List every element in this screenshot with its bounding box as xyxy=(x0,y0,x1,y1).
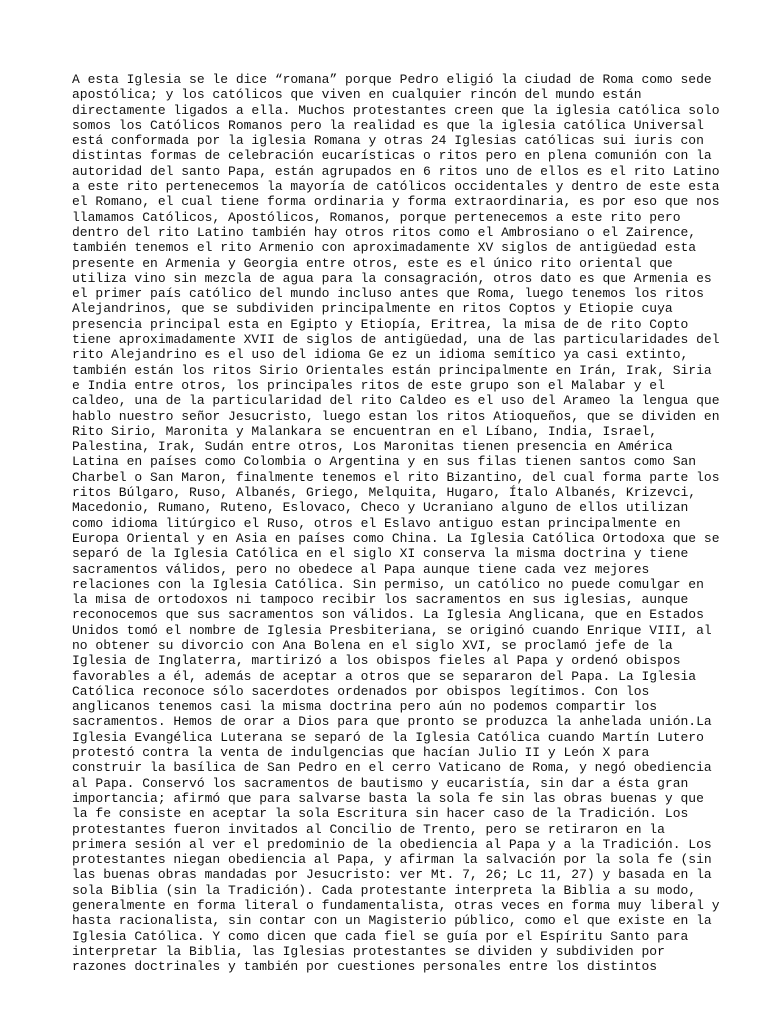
text-line: autoridad del santo Papa, están agrupados en 6 ritos uno de ellos es el rito Latino xyxy=(72,163,720,179)
text-line: Alejandrinos, que se subdividen principalmente en ritos Coptos y Etiopie cuya xyxy=(72,301,673,317)
text-line: utiliza vino sin mezcla de agua para la consagración, otros dato es que Armenia es xyxy=(72,270,712,286)
text-line: A esta Iglesia se le dice “romana” porque Pedro eligió la ciudad de Roma como sede xyxy=(72,72,712,87)
text-line: interpretar la Biblia, las Iglesias protestantes se dividen y subdividen por xyxy=(72,943,665,959)
text-line: separó de la Iglesia Católica en el siglo XI conserva la misma doctrina y tiene xyxy=(72,546,689,562)
text-line: e India entre otros, los principales ritos de este grupo son el Malabar y el xyxy=(72,377,665,393)
text-line: no obtener su divorcio con Ana Bolena en el siglo XVI, se proclamó jefe de la xyxy=(72,637,673,653)
text-line: favorables a él, además de aceptar a otros que se separaron del Papa. La Iglesia xyxy=(72,668,697,684)
text-line: la fe consiste en aceptar la sola Escritura sin hacer caso de la Tradición. Los xyxy=(72,806,689,822)
text-line: sola Biblia (sin la Tradición). Cada protestante interpreta la Biblia a su modo, xyxy=(72,882,697,898)
text-line: la misa de ortodoxos ni tampoco recibir los sacramentos en sus iglesias, aunque xyxy=(72,592,689,608)
text-line: ritos Búlgaro, Ruso, Albanés, Griego, Melquita, Hugaro, Ítalo Albanés, Krizevci, xyxy=(72,485,697,501)
text-line: llamamos Católicos, Apostólicos, Romanos, porque pertenecemos a este rito pero xyxy=(72,209,681,225)
text-line: Macedonio, Rumano, Ruteno, Eslovaco, Checo y Ucraniano alguno de ellos utilizan xyxy=(72,500,689,516)
text-line: sacramentos válidos, pero no obedece al Papa aunque tiene cada vez mejores xyxy=(72,561,650,577)
text-line: el primer país católico del mundo incluso antes que Roma, luego tenemos los ritos xyxy=(72,286,704,302)
text-line: protestantes fueron invitados al Concilio de Trento, pero se retiraron en la xyxy=(72,821,665,837)
text-line: también tenemos el rito Armenio con aproximadamente XV siglos de antigüedad esta xyxy=(72,240,697,256)
text-line: al Papa. Conservó los sacramentos de bautismo y eucaristía, sin dar a ésta gran xyxy=(72,775,689,791)
body-text xyxy=(72,72,720,975)
text-line: somos los Católicos Romanos pero la realidad es que la iglesia católica Universal xyxy=(72,117,704,133)
text-line: a este rito pertenecemos la mayoría de católicos occidentales y dentro de este esta xyxy=(72,179,720,195)
text-line: las buenas obras mandadas por Jesucristo: ver Mt. 7, 26; Lc 11, 27) y basada en la xyxy=(72,867,712,883)
text-line: Europa Oriental y en Asia en países como China. La Iglesia Católica Ortodoxa que se xyxy=(72,530,720,546)
text-line: Charbel o San Maron, finalmente tenemos el rito Bizantino, del cual forma parte los xyxy=(72,469,720,485)
text-line: presencia principal esta en Egipto y Etiopía, Eritrea, la misa de de rito Copto xyxy=(72,316,689,332)
text-line: Unidos tomó el nombre de Iglesia Presbiteriana, se originó cuando Enrique VIII, al xyxy=(72,622,712,638)
text-line: presente en Armenia y Georgia entre otros, este es el único rito oriental que xyxy=(72,255,673,271)
text-line: construir la basílica de San Pedro en el cerro Vaticano de Roma, y negó obediencia xyxy=(72,760,712,776)
text-line: importancia; afirmó que para salvarse basta la sola fe sin las obras buenas y que xyxy=(72,790,704,806)
text-line: anglicanos tenemos casi la misma doctrina pero aún no podemos compartir los xyxy=(72,699,658,715)
text-line: Iglesia Católica. Y como dicen que cada fiel se guía por el Espíritu Santo para xyxy=(72,928,689,944)
text-line: Católica reconoce sólo sacerdotes ordenados por obispos legítimos. Con los xyxy=(72,683,650,699)
text-line: caldeo, una de la particularidad del rito Caldeo es el uso del Arameo la lengua que xyxy=(72,393,720,409)
text-line: apostólica; y los católicos que viven en cualquier rincón del mundo están xyxy=(72,87,642,103)
text-line: sacramentos. Hemos de orar a Dios para que pronto se produzca la anhelada unión.La xyxy=(72,714,712,730)
text-line: reconocemos que sus sacramentos son válidos. La Iglesia Anglicana, que en Estados xyxy=(72,607,704,623)
text-line: Iglesia de Inglaterra, martirizó a los obispos fieles al Papa y ordenó obispos xyxy=(72,653,681,669)
text-line: relaciones con la Iglesia Católica. Sin permiso, un católico no puede comulgar en xyxy=(72,576,704,592)
text-line: Palestina, Irak, Sudán entre otros, Los Maronitas tienen presencia en América xyxy=(72,439,673,455)
text-line: generalmente en forma literal o fundamentalista, otras veces en forma muy liberal y xyxy=(72,898,720,914)
text-line: Rito Sirio, Maronita y Malankara se encuentran en el Líbano, India, Israel, xyxy=(72,423,658,439)
text-line: primera sesión al ver el predominio de la obediencia al Papa y a la Tradición. Los xyxy=(72,836,712,852)
text-line: Iglesia Evangélica Luterana se separó de la Iglesia Católica cuando Martín Lutero xyxy=(72,729,704,745)
text-line: como idioma litúrgico el Ruso, otros el Eslavo antiguo estan principalmente en xyxy=(72,515,681,531)
text-line: tiene aproximadamente XVII de siglos de antigüedad, una de las particularidades del xyxy=(72,332,720,348)
text-line: Latina en países como Colombia o Argentina y en sus filas tienen santos como San xyxy=(72,454,697,470)
text-line: también están los ritos Sirio Orientales están principalmente en Irán, Irak, Siria xyxy=(72,362,712,378)
text-line: razones doctrinales y también por cuestiones personales entre los distintos xyxy=(72,959,658,975)
text-line: directamente ligados a ella. Muchos protestantes creen que la iglesia católica solo xyxy=(72,102,720,118)
text-line: distintas formas de celebración eucarísticas o ritos pero en plena comunión con la xyxy=(72,148,712,164)
text-line: el Romano, el cual tiene forma ordinaria y forma extraordinaria, es por eso que nos xyxy=(72,194,720,210)
text-line: protestó contra la venta de indulgencias que hacían Julio II y León X para xyxy=(72,745,650,761)
text-line: protestantes niegan obediencia al Papa, y afirman la salvación por la sola fe (sin xyxy=(72,852,712,868)
text-line: dentro del rito Latino también hay otros ritos como el Ambrosiano o el Zairence, xyxy=(72,224,697,240)
text-line: está conformada por la iglesia Romana y otras 24 Iglesias católicas sui iuris con xyxy=(72,133,704,149)
text-line: hasta racionalista, sin contar con un Magisterio público, como el que existe en la xyxy=(72,913,712,929)
text-line: hablo nuestro señor Jesucristo, luego estan los ritos Atioqueños, que se dividen en xyxy=(72,408,720,424)
text-line: rito Alejandrino es el uso del idioma Ge ez un idioma semítico ya casi extinto, xyxy=(72,347,689,363)
